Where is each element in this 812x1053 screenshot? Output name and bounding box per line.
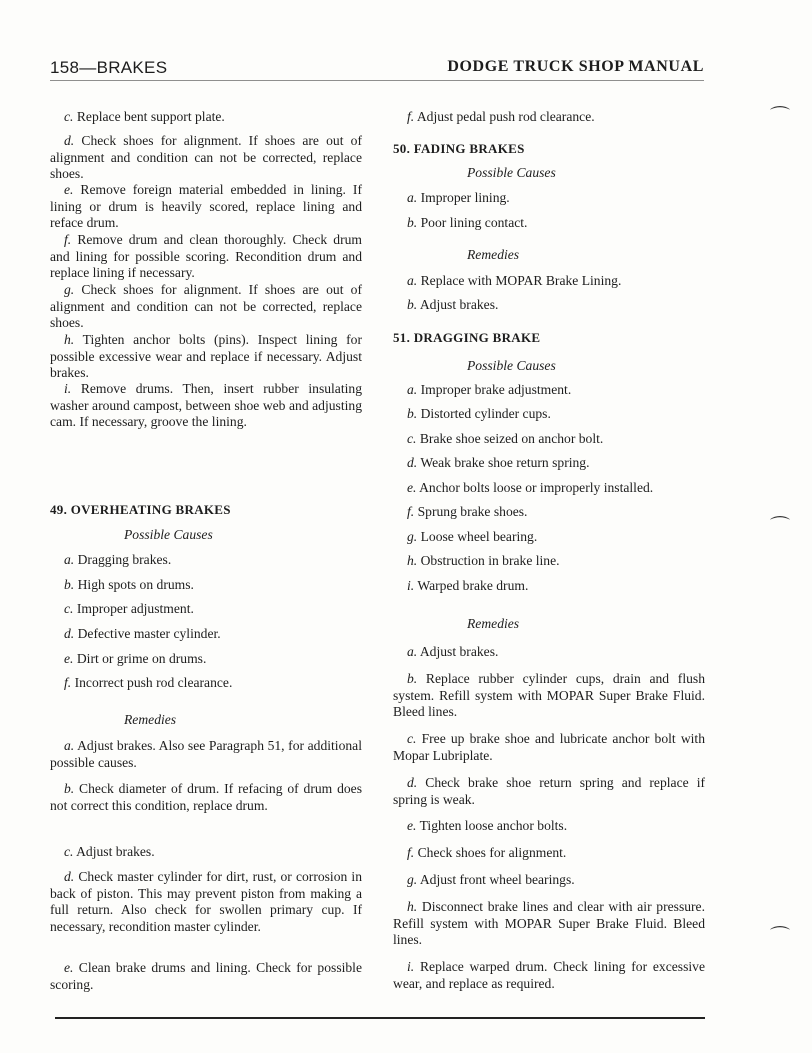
item-text: Incorrect push rod clearance.	[74, 675, 233, 690]
list-item	[50, 626, 362, 643]
item-text: Remove drum and clean thoroughly. Check drum and lining for possible scoring. Recondition drum and replace lining if necessary.	[50, 232, 362, 281]
item-text: Replace rubber cylinder cups, drain and flush system. Refill system with MOPAR Super Brake Fluid. Bleed lines.	[393, 671, 705, 720]
list-item	[393, 671, 705, 721]
subsection-heading: Possible Causes	[124, 527, 213, 542]
section-heading: 51. DRAGGING BRAKE	[393, 330, 541, 345]
list-item	[393, 959, 705, 992]
list-item	[393, 215, 705, 232]
item-text: Replace with MOPAR Brake Lining.	[420, 273, 622, 288]
item-letter: f.	[407, 109, 415, 124]
item-text: Tighten loose anchor bolts.	[419, 818, 568, 833]
item-text: Adjust brakes.	[76, 844, 155, 859]
item-letter: b.	[407, 215, 418, 230]
item-text: Brake shoe seized on anchor bolt.	[419, 431, 604, 446]
list-item	[50, 577, 362, 594]
item-letter: a.	[64, 552, 75, 567]
item-letter: c.	[407, 731, 417, 746]
list-item	[393, 578, 705, 595]
item-text: Check shoes for alignment. If shoes are out of alignment and condition can not be corrected, replace shoes.	[50, 282, 362, 331]
item-letter: e.	[407, 480, 417, 495]
item-text: Weak brake shoe return spring.	[420, 455, 590, 470]
item-letter: h.	[407, 899, 418, 914]
item-text: Adjust front wheel bearings.	[419, 872, 575, 887]
subsection-heading: Possible Causes	[467, 165, 556, 180]
footer-rule	[55, 1017, 705, 1019]
item-letter: d.	[407, 775, 418, 790]
item-letter: d.	[64, 869, 75, 884]
list-item	[50, 109, 362, 126]
list-item	[50, 381, 362, 431]
list-item	[50, 232, 362, 282]
item-letter: c.	[64, 109, 74, 124]
item-text: Distorted cylinder cups.	[420, 406, 551, 421]
item-letter: c.	[64, 601, 74, 616]
item-letter: e.	[64, 182, 74, 197]
item-text: Replace bent support plate.	[76, 109, 225, 124]
item-letter: d.	[407, 455, 418, 470]
item-text: Warped brake drum.	[417, 578, 529, 593]
list-item	[50, 960, 362, 993]
list-item	[393, 775, 705, 808]
list-item	[393, 190, 705, 207]
list-item	[50, 133, 362, 183]
item-letter: a.	[407, 273, 418, 288]
item-letter: a.	[407, 190, 418, 205]
item-letter: e.	[407, 818, 417, 833]
list-item	[50, 182, 362, 232]
list-item	[393, 480, 705, 497]
item-text: Check diameter of drum. If refacing of drum does not correct this condition, replace drum.	[50, 781, 362, 813]
item-letter: g.	[407, 872, 418, 887]
list-item	[393, 273, 705, 290]
list-item	[50, 781, 362, 814]
list-item	[393, 845, 705, 862]
item-text: Free up brake shoe and lubricate anchor bolt with Mopar Lubriplate.	[393, 731, 705, 763]
item-letter: i.	[407, 959, 415, 974]
item-text: Remove foreign material embedded in lining. If lining or drum is heavily scored, replace lining and reface drum.	[50, 182, 362, 231]
item-letter: h.	[64, 332, 75, 347]
list-item	[50, 675, 362, 692]
item-letter: i.	[407, 578, 415, 593]
section-heading: 49. OVERHEATING BRAKES	[50, 502, 231, 517]
item-letter: b.	[407, 671, 418, 686]
list-item	[393, 297, 705, 314]
item-letter: d.	[64, 626, 75, 641]
item-text: Check shoes for alignment.	[417, 845, 567, 860]
list-item	[50, 738, 362, 771]
scan-margin-mark: ⌒	[770, 926, 790, 948]
list-item	[393, 504, 705, 521]
item-letter: g.	[64, 282, 75, 297]
item-text: Check brake shoe return spring and replace if spring is weak.	[393, 775, 705, 807]
list-item	[50, 552, 362, 569]
subsection-heading: Remedies	[467, 247, 520, 262]
list-item	[393, 529, 705, 546]
list-item	[393, 872, 705, 889]
list-item	[50, 844, 362, 861]
list-item	[393, 553, 705, 570]
item-text: Check master cylinder for dirt, rust, or corrosion in back of piston. This may prevent piston from making a full return. Also check for swollen primary cup. If necessary, recondition master cylinder.	[50, 869, 363, 934]
item-letter: c.	[64, 844, 74, 859]
item-text: Adjust brakes.	[419, 644, 499, 659]
item-text: Improper brake adjustment.	[420, 382, 572, 397]
item-text: Dragging brakes.	[77, 552, 172, 567]
item-letter: b.	[407, 406, 418, 421]
scan-margin-mark: ⌒	[770, 106, 790, 128]
item-text: Replace warped drum. Check lining for excessive wear, and replace as required.	[393, 959, 705, 991]
item-letter: i.	[64, 381, 72, 396]
list-item	[50, 332, 362, 382]
item-text: Improper lining.	[420, 190, 510, 205]
page-number-section: 158—BRAKES	[50, 58, 168, 77]
list-item	[393, 109, 705, 126]
item-text: Improper adjustment.	[76, 601, 194, 616]
list-item	[393, 455, 705, 472]
subsection-heading: Possible Causes	[467, 358, 556, 373]
item-letter: a.	[407, 644, 418, 659]
item-text: Dirt or grime on drums.	[76, 651, 207, 666]
list-item	[393, 731, 705, 764]
list-item	[393, 818, 705, 835]
item-text: Adjust pedal push rod clearance.	[416, 109, 595, 124]
item-text: Adjust brakes. Also see Paragraph 51, for additional possible causes.	[50, 738, 362, 770]
item-letter: e.	[64, 651, 74, 666]
item-letter: a.	[407, 382, 418, 397]
scan-margin-mark: ⌒	[770, 516, 790, 538]
item-letter: f.	[64, 675, 72, 690]
item-text: Disconnect brake lines and clear with air pressure. Refill system with MOPAR Super Brake Fluid. Bleed lines.	[393, 899, 705, 948]
item-letter: f.	[64, 232, 72, 247]
item-letter: e.	[64, 960, 74, 975]
list-item	[50, 601, 362, 618]
item-text: Tighten anchor bolts (pins). Inspect lining for possible excessive wear and replace if necessary. Adjust brakes.	[50, 332, 362, 381]
item-text: Obstruction in brake line.	[420, 553, 560, 568]
item-text: Remove drums. Then, insert rubber insulating washer around campost, between shoe web and adjusting cam. If necessary, groove the lining.	[50, 381, 362, 430]
list-item	[393, 406, 705, 423]
list-item	[393, 431, 705, 448]
item-text: Anchor bolts loose or improperly installed.	[419, 480, 654, 495]
list-item	[50, 869, 362, 935]
list-item	[393, 644, 705, 661]
item-text: Check shoes for alignment. If shoes are out of alignment and condition can not be corrected, replace shoes.	[50, 133, 362, 182]
list-item	[393, 382, 705, 399]
item-letter: b.	[64, 781, 75, 796]
list-item	[50, 651, 362, 668]
list-item	[50, 282, 362, 332]
item-text: Adjust brakes.	[419, 297, 499, 312]
item-letter: h.	[407, 553, 418, 568]
section-heading: 50. FADING BRAKES	[393, 141, 525, 156]
item-letter: c.	[407, 431, 417, 446]
item-letter: a.	[64, 738, 75, 753]
subsection-heading: Remedies	[124, 712, 177, 727]
manual-title: DODGE TRUCK SHOP MANUAL	[447, 58, 704, 75]
item-text: Loose wheel bearing.	[420, 529, 538, 544]
item-text: Poor lining contact.	[420, 215, 528, 230]
list-item	[393, 899, 705, 949]
item-letter: b.	[64, 577, 75, 592]
subsection-heading: Remedies	[467, 616, 520, 631]
item-letter: f.	[407, 845, 415, 860]
item-letter: d.	[64, 133, 75, 148]
item-text: Defective master cylinder.	[77, 626, 221, 641]
item-letter: f.	[407, 504, 415, 519]
item-letter: g.	[407, 529, 418, 544]
item-letter: b.	[407, 297, 418, 312]
item-text: High spots on drums.	[77, 577, 194, 592]
header-rule	[50, 80, 704, 81]
item-text: Clean brake drums and lining. Check for possible scoring.	[50, 960, 362, 992]
item-text: Sprung brake shoes.	[417, 504, 528, 519]
